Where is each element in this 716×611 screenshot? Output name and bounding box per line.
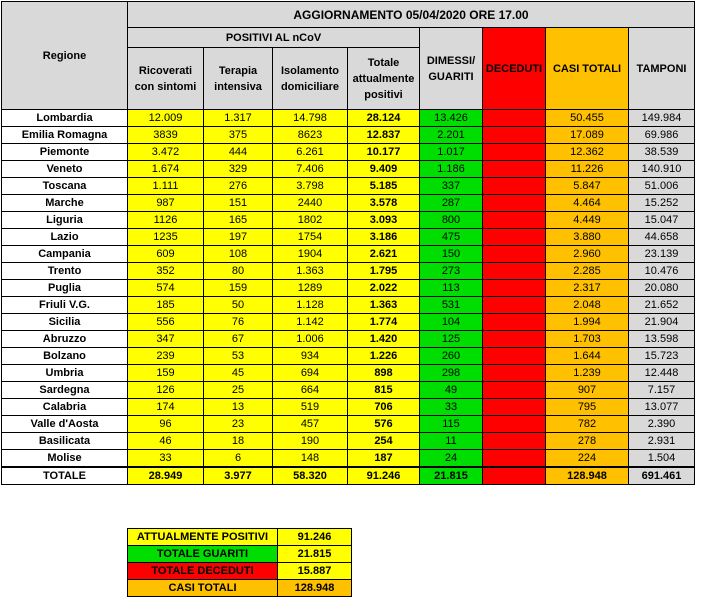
- tamponi-cell: 2.390: [629, 416, 695, 433]
- dimessi-cell: 49: [420, 382, 483, 399]
- summary-row: [128, 529, 352, 546]
- dimessi-cell: 800: [420, 212, 483, 229]
- casi-totali-cell: 1.703: [546, 331, 629, 348]
- totale-positivi-cell: 2.022: [348, 280, 420, 297]
- tamponi-cell: 44.658: [629, 229, 695, 246]
- ricoverati-cell: 159: [128, 365, 204, 382]
- isolamento-cell: 3.798: [273, 178, 348, 195]
- casi-totali-cell: 2.317: [546, 280, 629, 297]
- regione-cell: Piemonte: [2, 144, 128, 161]
- isolamento-cell: 14.798: [273, 110, 348, 127]
- totale-positivi-cell: 5.185: [348, 178, 420, 195]
- isolamento-cell: 190: [273, 433, 348, 450]
- isolamento-cell: 694: [273, 365, 348, 382]
- deceduti-cell: 189: [483, 246, 546, 263]
- total-deceduti-cell: 15.887: [483, 467, 546, 485]
- regione-cell: Abruzzo: [2, 331, 128, 348]
- table-row: [2, 246, 695, 263]
- dimessi-cell: 531: [420, 297, 483, 314]
- isolamento-cell: 934: [273, 348, 348, 365]
- tamponi-cell: 23.139: [629, 246, 695, 263]
- deceduti-cell: 43: [483, 382, 546, 399]
- casi-totali-cell: 782: [546, 416, 629, 433]
- deceduti-cell: 43: [483, 365, 546, 382]
- regione-cell: Puglia: [2, 280, 128, 297]
- totale-positivi-cell: 10.177: [348, 144, 420, 161]
- deceduti-cell: 219: [483, 229, 546, 246]
- terapia-cell: 50: [204, 297, 273, 314]
- terapia-cell: 25: [204, 382, 273, 399]
- casi-totali-cell: 2.285: [546, 263, 629, 280]
- casi-totali-cell: 5.847: [546, 178, 629, 195]
- terapia-cell: 276: [204, 178, 273, 195]
- ricoverati-cell: 3839: [128, 127, 204, 144]
- isolamento-cell: 519: [273, 399, 348, 416]
- totale-positivi-cell: 3.578: [348, 195, 420, 212]
- ricoverati-cell: 574: [128, 280, 204, 297]
- deceduti-cell: 599: [483, 195, 546, 212]
- ricoverati-cell: 96: [128, 416, 204, 433]
- tamponi-cell: 69.986: [629, 127, 695, 144]
- total-terapia-cell: 3.977: [204, 467, 273, 485]
- regione-cell: Sicilia: [2, 314, 128, 331]
- terapia-cell: 6: [204, 450, 273, 468]
- table-row: [2, 450, 695, 468]
- dimessi-cell: 11: [420, 433, 483, 450]
- terapia-cell: 45: [204, 365, 273, 382]
- totale-positivi-cell: 576: [348, 416, 420, 433]
- header-isolamento: Isolamento domiciliare: [273, 48, 348, 110]
- terapia-cell: 159: [204, 280, 273, 297]
- table-row: [2, 365, 695, 382]
- casi-totali-cell: 1.239: [546, 365, 629, 382]
- terapia-cell: 53: [204, 348, 273, 365]
- table-row: [2, 110, 695, 127]
- deceduti-cell: 154: [483, 297, 546, 314]
- regione-cell: Friuli V.G.: [2, 297, 128, 314]
- ricoverati-cell: 1.111: [128, 178, 204, 195]
- terapia-cell: 444: [204, 144, 273, 161]
- ricoverati-cell: 12.009: [128, 110, 204, 127]
- terapia-cell: 108: [204, 246, 273, 263]
- casi-totali-cell: 224: [546, 450, 629, 468]
- dimessi-cell: 260: [420, 348, 483, 365]
- deceduti-cell: 56: [483, 399, 546, 416]
- isolamento-cell: 148: [273, 450, 348, 468]
- isolamento-cell: 8623: [273, 127, 348, 144]
- deceduti-cell: 13: [483, 450, 546, 468]
- tamponi-cell: 21.652: [629, 297, 695, 314]
- terapia-cell: 197: [204, 229, 273, 246]
- table-row: [2, 297, 695, 314]
- deceduti-cell: 13: [483, 433, 546, 450]
- totale-positivi-cell: 706: [348, 399, 420, 416]
- covid-data-table: [1, 1, 695, 485]
- summary-value: 91.246: [278, 529, 352, 546]
- total-tamponi-cell: 691.461: [629, 467, 695, 485]
- dimessi-cell: 115: [420, 416, 483, 433]
- ricoverati-cell: 609: [128, 246, 204, 263]
- isolamento-cell: 1.128: [273, 297, 348, 314]
- dimessi-cell: 150: [420, 246, 483, 263]
- header-tamponi: TAMPONI: [629, 28, 695, 110]
- regione-cell: Liguria: [2, 212, 128, 229]
- deceduti-cell: 116: [483, 314, 546, 331]
- dimessi-cell: 33: [420, 399, 483, 416]
- dimessi-cell: 1.017: [420, 144, 483, 161]
- terapia-cell: 76: [204, 314, 273, 331]
- ricoverati-cell: 174: [128, 399, 204, 416]
- regione-cell: Veneto: [2, 161, 128, 178]
- totale-positivi-cell: 12.837: [348, 127, 420, 144]
- terapia-cell: 329: [204, 161, 273, 178]
- summary-label: TOTALE GUARITI: [128, 546, 278, 563]
- header-title: AGGIORNAMENTO 05/04/2020 ORE 17.00: [128, 2, 695, 28]
- terapia-cell: 18: [204, 433, 273, 450]
- totale-positivi-cell: 3.093: [348, 212, 420, 229]
- total-totale-cell: 91.246: [348, 467, 420, 485]
- table-row: [2, 382, 695, 399]
- table-row: [2, 212, 695, 229]
- tamponi-cell: 7.157: [629, 382, 695, 399]
- totale-positivi-cell: 2.621: [348, 246, 420, 263]
- table-row: [2, 399, 695, 416]
- casi-totali-cell: 2.048: [546, 297, 629, 314]
- isolamento-cell: 1.006: [273, 331, 348, 348]
- casi-totali-cell: 4.464: [546, 195, 629, 212]
- tamponi-cell: 12.448: [629, 365, 695, 382]
- deceduti-cell: 325: [483, 178, 546, 195]
- summary-value: 15.887: [278, 563, 352, 580]
- isolamento-cell: 664: [273, 382, 348, 399]
- tamponi-cell: 140.910: [629, 161, 695, 178]
- total-dimessi-cell: 21.815: [420, 467, 483, 485]
- ricoverati-cell: 1.674: [128, 161, 204, 178]
- total-label-cell: TOTALE: [2, 467, 128, 485]
- casi-totali-cell: 795: [546, 399, 629, 416]
- header-dimessi: DIMESSI/ GUARITI: [420, 28, 483, 110]
- table-row: [2, 161, 695, 178]
- header-totale-positivi: Totale attualmente positivi: [348, 48, 420, 110]
- ricoverati-cell: 46: [128, 433, 204, 450]
- regione-cell: Lazio: [2, 229, 128, 246]
- header-terapia: Terapia intensiva: [204, 48, 273, 110]
- dimessi-cell: 337: [420, 178, 483, 195]
- casi-totali-cell: 1.994: [546, 314, 629, 331]
- tamponi-cell: 15.047: [629, 212, 695, 229]
- table-row: [2, 263, 695, 280]
- regione-cell: Basilicata: [2, 433, 128, 450]
- tamponi-cell: 13.077: [629, 399, 695, 416]
- deceduti-cell: 158: [483, 331, 546, 348]
- casi-totali-cell: 50.455: [546, 110, 629, 127]
- dimessi-cell: 287: [420, 195, 483, 212]
- terapia-cell: 375: [204, 127, 273, 144]
- total-isolamento-cell: 58.320: [273, 467, 348, 485]
- totale-positivi-cell: 1.363: [348, 297, 420, 314]
- ricoverati-cell: 1126: [128, 212, 204, 229]
- ricoverati-cell: 556: [128, 314, 204, 331]
- regione-cell: Lombardia: [2, 110, 128, 127]
- totale-positivi-cell: 1.420: [348, 331, 420, 348]
- header-deceduti: DECEDUTI: [483, 28, 546, 110]
- casi-totali-cell: 3.880: [546, 229, 629, 246]
- table-row: [2, 195, 695, 212]
- table-row: [2, 229, 695, 246]
- isolamento-cell: 7.406: [273, 161, 348, 178]
- table-row: [2, 416, 695, 433]
- regione-cell: Campania: [2, 246, 128, 263]
- tamponi-cell: 149.984: [629, 110, 695, 127]
- table-row: [2, 144, 695, 161]
- tamponi-cell: 38.539: [629, 144, 695, 161]
- ricoverati-cell: 33: [128, 450, 204, 468]
- header-ricoverati: Ricoverati con sintomi: [128, 48, 204, 110]
- isolamento-cell: 1904: [273, 246, 348, 263]
- isolamento-cell: 2440: [273, 195, 348, 212]
- table-row: [2, 127, 695, 144]
- isolamento-cell: 1289: [273, 280, 348, 297]
- isolamento-cell: 457: [273, 416, 348, 433]
- dimessi-cell: 125: [420, 331, 483, 348]
- header-positivi-group: POSITIVI AL nCoV: [128, 28, 420, 48]
- terapia-cell: 23: [204, 416, 273, 433]
- totale-positivi-cell: 9.409: [348, 161, 420, 178]
- deceduti-cell: 1.168: [483, 144, 546, 161]
- totale-positivi-cell: 254: [348, 433, 420, 450]
- totale-positivi-cell: 1.226: [348, 348, 420, 365]
- ricoverati-cell: 3.472: [128, 144, 204, 161]
- totale-positivi-cell: 815: [348, 382, 420, 399]
- totale-positivi-cell: 1.774: [348, 314, 420, 331]
- ricoverati-cell: 1235: [128, 229, 204, 246]
- dimessi-cell: 2.201: [420, 127, 483, 144]
- totals-row: [2, 467, 695, 485]
- summary-table: [127, 528, 352, 597]
- summary-row: [128, 563, 352, 580]
- terapia-cell: 1.317: [204, 110, 273, 127]
- totale-positivi-cell: 187: [348, 450, 420, 468]
- regione-cell: Sardegna: [2, 382, 128, 399]
- table-row: [2, 348, 695, 365]
- deceduti-cell: 91: [483, 416, 546, 433]
- summary-label: TOTALE DECEDUTI: [128, 563, 278, 580]
- tamponi-cell: 15.723: [629, 348, 695, 365]
- total-ricoverati-cell: 28.949: [128, 467, 204, 485]
- casi-totali-cell: 907: [546, 382, 629, 399]
- terapia-cell: 67: [204, 331, 273, 348]
- deceduti-cell: 182: [483, 280, 546, 297]
- table-row: [2, 178, 695, 195]
- tamponi-cell: 21.904: [629, 314, 695, 331]
- regione-cell: Bolzano: [2, 348, 128, 365]
- dimessi-cell: 1.186: [420, 161, 483, 178]
- totale-positivi-cell: 28.124: [348, 110, 420, 127]
- deceduti-cell: 631: [483, 161, 546, 178]
- isolamento-cell: 6.261: [273, 144, 348, 161]
- summary-row: [128, 546, 352, 563]
- summary-label: ATTUALMENTE POSITIVI: [128, 529, 278, 546]
- deceduti-cell: 556: [483, 212, 546, 229]
- tamponi-cell: 51.006: [629, 178, 695, 195]
- isolamento-cell: 1.142: [273, 314, 348, 331]
- summary-value: 21.815: [278, 546, 352, 563]
- table-row: [2, 433, 695, 450]
- dimessi-cell: 475: [420, 229, 483, 246]
- ricoverati-cell: 185: [128, 297, 204, 314]
- tamponi-cell: 15.252: [629, 195, 695, 212]
- tamponi-cell: 10.476: [629, 263, 695, 280]
- isolamento-cell: 1754: [273, 229, 348, 246]
- header-regione: Regione: [2, 2, 128, 110]
- ricoverati-cell: 352: [128, 263, 204, 280]
- regione-cell: Emilia Romagna: [2, 127, 128, 144]
- regione-cell: Marche: [2, 195, 128, 212]
- regione-cell: Valle d'Aosta: [2, 416, 128, 433]
- tamponi-cell: 13.598: [629, 331, 695, 348]
- regione-cell: Molise: [2, 450, 128, 468]
- isolamento-cell: 1802: [273, 212, 348, 229]
- table-row: [2, 314, 695, 331]
- totale-positivi-cell: 3.186: [348, 229, 420, 246]
- tamponi-cell: 2.931: [629, 433, 695, 450]
- table-row: [2, 280, 695, 297]
- dimessi-cell: 273: [420, 263, 483, 280]
- tamponi-cell: 1.504: [629, 450, 695, 468]
- regione-cell: Calabria: [2, 399, 128, 416]
- tamponi-cell: 20.080: [629, 280, 695, 297]
- isolamento-cell: 1.363: [273, 263, 348, 280]
- regione-cell: Umbria: [2, 365, 128, 382]
- terapia-cell: 80: [204, 263, 273, 280]
- ricoverati-cell: 987: [128, 195, 204, 212]
- summary-label: CASI TOTALI: [128, 580, 278, 597]
- table-row: [2, 331, 695, 348]
- terapia-cell: 151: [204, 195, 273, 212]
- dimessi-cell: 24: [420, 450, 483, 468]
- casi-totali-cell: 17.089: [546, 127, 629, 144]
- ricoverati-cell: 239: [128, 348, 204, 365]
- header-casi-totali: CASI TOTALI: [546, 28, 629, 110]
- casi-totali-cell: 2.960: [546, 246, 629, 263]
- deceduti-cell: 2.051: [483, 127, 546, 144]
- deceduti-cell: 158: [483, 348, 546, 365]
- totale-positivi-cell: 898: [348, 365, 420, 382]
- deceduti-cell: 8.905: [483, 110, 546, 127]
- ricoverati-cell: 347: [128, 331, 204, 348]
- dimessi-cell: 113: [420, 280, 483, 297]
- regione-cell: Trento: [2, 263, 128, 280]
- total-casi-cell: 128.948: [546, 467, 629, 485]
- casi-totali-cell: 278: [546, 433, 629, 450]
- casi-totali-cell: 12.362: [546, 144, 629, 161]
- terapia-cell: 13: [204, 399, 273, 416]
- casi-totali-cell: 11.226: [546, 161, 629, 178]
- summary-row: [128, 580, 352, 597]
- terapia-cell: 165: [204, 212, 273, 229]
- dimessi-cell: 298: [420, 365, 483, 382]
- totale-positivi-cell: 1.795: [348, 263, 420, 280]
- ricoverati-cell: 126: [128, 382, 204, 399]
- dimessi-cell: 13.426: [420, 110, 483, 127]
- regione-cell: Toscana: [2, 178, 128, 195]
- dimessi-cell: 104: [420, 314, 483, 331]
- summary-value: 128.948: [278, 580, 352, 597]
- deceduti-cell: 217: [483, 263, 546, 280]
- casi-totali-cell: 1.644: [546, 348, 629, 365]
- casi-totali-cell: 4.449: [546, 212, 629, 229]
